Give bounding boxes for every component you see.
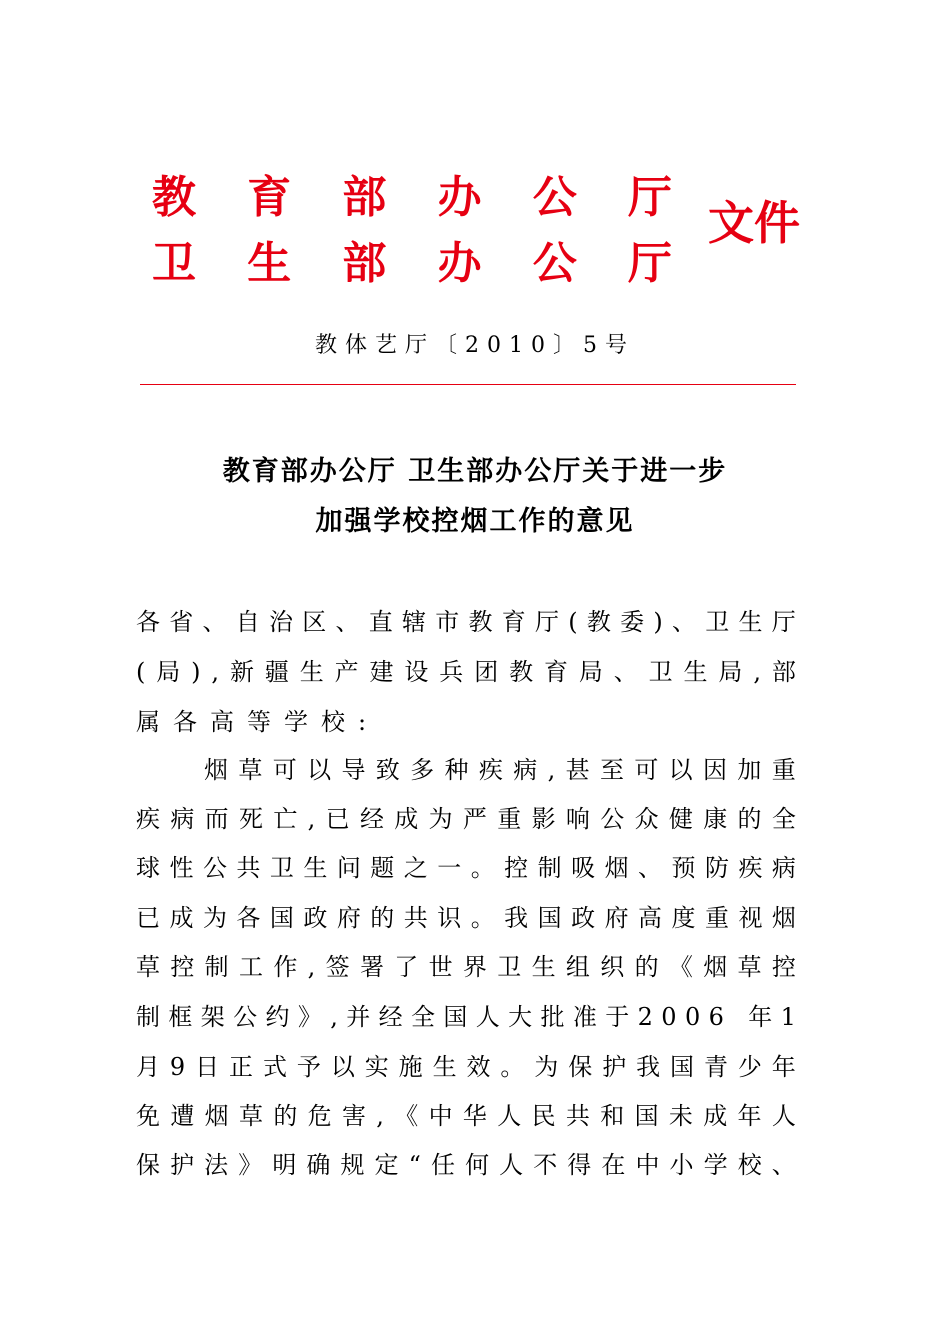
issuer-char: 部	[342, 238, 387, 289]
body-char: 年	[737, 1102, 762, 1130]
body-char: 日	[195, 1053, 220, 1081]
body-line	[136, 1102, 796, 1131]
body-char: 导	[341, 756, 366, 784]
body-char: 府	[336, 904, 361, 932]
body-char: 式	[262, 1053, 287, 1081]
body-char: 生	[299, 658, 324, 686]
body-char: 加	[737, 756, 762, 784]
body-char: 市	[435, 608, 460, 636]
body-char: 的	[273, 1102, 298, 1130]
body-char: 效	[466, 1053, 491, 1081]
body-char: 可	[634, 756, 659, 784]
body-char: 控	[771, 953, 796, 981]
body-char: (	[568, 608, 578, 636]
body-char: 育	[543, 658, 568, 686]
body-char: 世	[428, 953, 453, 981]
body-char: 严	[462, 805, 487, 833]
body-char: 多	[410, 756, 435, 784]
body-char: 0	[661, 1003, 677, 1031]
body-char: 以	[668, 756, 693, 784]
body-char: 正	[229, 1053, 254, 1081]
body-char: 教	[509, 658, 534, 686]
body-char: ,	[211, 658, 220, 686]
body-char: 、	[771, 1151, 796, 1179]
body-char: 辖	[402, 608, 426, 636]
body-char: 重	[704, 904, 729, 932]
body-line	[136, 608, 796, 637]
body-char: 共	[236, 854, 261, 882]
body-char: 球	[136, 854, 160, 882]
body-char: 经	[359, 805, 384, 833]
body-char: 各	[236, 904, 261, 932]
body-char: 华	[462, 1102, 487, 1130]
body-line	[136, 805, 796, 834]
body-char: 高	[638, 904, 663, 932]
body-char: 重	[497, 805, 522, 833]
red-divider-rule	[140, 384, 796, 385]
body-char: 了	[394, 953, 419, 981]
body-char: 任	[430, 1151, 455, 1179]
body-char: 定	[374, 1151, 399, 1179]
body-char: 护	[602, 1053, 627, 1081]
body-char: 吸	[571, 854, 596, 882]
body-char: 成	[394, 805, 419, 833]
body-char: 签	[325, 953, 350, 981]
body-char: 视	[738, 904, 763, 932]
body-char: 卫	[648, 658, 673, 686]
body-char: 年	[771, 1053, 796, 1081]
body-char: 于	[605, 1003, 630, 1031]
body-char: 为	[428, 805, 453, 833]
body-char: 题	[370, 854, 395, 882]
body-char: 工	[238, 953, 263, 981]
body-line	[136, 904, 796, 933]
body-char: 界	[462, 953, 487, 981]
body-char: 的	[634, 953, 659, 981]
body-char: 署	[359, 953, 384, 981]
body-char: 学	[284, 708, 308, 736]
body-char: ,	[753, 658, 761, 686]
body-char: 控	[170, 953, 195, 981]
body-char: ,	[330, 1003, 338, 1031]
issuer-char: 办	[437, 172, 482, 223]
body-char: 直	[368, 608, 393, 636]
body-char: 国	[634, 1102, 659, 1130]
issuer-char: 育	[247, 172, 292, 223]
issuer-suffix: 文件	[708, 196, 800, 250]
body-char: 保	[136, 1151, 160, 1179]
body-char: 2	[637, 1003, 653, 1031]
body-char: 部	[771, 658, 796, 686]
body-char: 规	[340, 1151, 365, 1179]
body-char: 年	[748, 1003, 773, 1031]
body-char: 成	[703, 1102, 728, 1130]
body-char: 府	[604, 904, 629, 932]
body-char: 全	[411, 1003, 436, 1031]
body-char: 疆	[264, 658, 289, 686]
body-char: 护	[170, 1151, 195, 1179]
body-char: 并	[346, 1003, 371, 1031]
body-char: 人	[499, 1151, 524, 1179]
body-char: 、	[335, 608, 360, 636]
body-char: 种	[444, 756, 469, 784]
body-char: 教	[586, 608, 611, 636]
body-line	[136, 854, 796, 883]
body-char: 度	[671, 904, 696, 932]
body-char: 众	[634, 805, 659, 833]
body-char: 卫	[497, 953, 522, 981]
body-char: 的	[370, 904, 395, 932]
body-char: 生	[303, 854, 328, 882]
body-char: 高	[210, 708, 234, 736]
body-char: 制	[537, 854, 562, 882]
body-char: “	[408, 1151, 421, 1179]
body-char: 至	[599, 756, 624, 784]
issuer-char: 生	[247, 238, 292, 289]
body-char: 草	[238, 756, 263, 784]
body-char: 全	[771, 805, 796, 833]
body-char: 政	[571, 904, 596, 932]
issuer-line-education	[152, 172, 672, 223]
body-char: 。	[500, 1053, 525, 1081]
issuer-char: 教	[152, 172, 196, 223]
body-char: 实	[364, 1053, 389, 1081]
body-char: 公	[233, 1003, 258, 1031]
body-char: 9	[169, 1053, 186, 1081]
body-char: 织	[600, 953, 625, 981]
body-char: 疾	[478, 756, 503, 784]
body-char: 明	[272, 1151, 297, 1179]
body-char: 兵	[439, 658, 464, 686]
body-char: 疾	[136, 805, 160, 833]
body-char: 人	[771, 1102, 796, 1130]
body-char: 制	[204, 953, 229, 981]
document-number: 教体艺厅〔2010〕5号	[315, 333, 635, 358]
body-char: 育	[501, 608, 526, 636]
body-char: 可	[272, 756, 297, 784]
body-char: 疾	[738, 854, 763, 882]
body-char: 为	[202, 904, 227, 932]
issuer-char: 公	[532, 172, 577, 223]
body-char: 害	[341, 1102, 366, 1130]
body-char: 为	[534, 1053, 559, 1081]
body-char: 共	[565, 1102, 590, 1130]
body-char: ,	[376, 1102, 384, 1130]
body-char: 0	[684, 1003, 701, 1031]
body-char: 保	[568, 1053, 593, 1081]
body-char: 烟	[204, 1102, 229, 1130]
body-char: 影	[531, 805, 556, 833]
body-char: 6	[708, 1003, 724, 1031]
issuer-char: 部	[342, 172, 387, 223]
body-char: 康	[703, 805, 728, 833]
body-char: 施	[398, 1053, 423, 1081]
body-char: 省	[169, 608, 194, 636]
body-char: 校	[737, 1151, 762, 1179]
body-char: 架	[200, 1003, 225, 1031]
body-char: 各	[173, 708, 197, 736]
body-char: 《	[668, 953, 693, 981]
body-char: 大	[508, 1003, 533, 1031]
body-char: 1	[780, 1003, 796, 1031]
body-char: 月	[136, 1053, 160, 1081]
body-line	[136, 953, 796, 982]
body-char: 设	[404, 658, 429, 686]
body-line	[204, 756, 796, 785]
body-char: 予	[296, 1053, 321, 1081]
body-char: 中	[635, 1151, 660, 1179]
body-char: 生	[531, 953, 556, 981]
body-char: 何	[465, 1151, 490, 1179]
body-char: 产	[334, 658, 359, 686]
body-char: 烟	[771, 904, 796, 932]
body-char: 批	[540, 1003, 565, 1031]
body-char: 我	[636, 1053, 661, 1081]
body-char: 民	[531, 1102, 556, 1130]
body-char: 和	[600, 1102, 625, 1130]
body-char: 、	[638, 854, 663, 882]
body-char: 生	[683, 658, 708, 686]
body-char: 性	[169, 854, 194, 882]
body-char: 预	[671, 854, 696, 882]
body-char: 病	[513, 756, 538, 784]
body-char: 经	[378, 1003, 403, 1031]
body-char: 团	[474, 658, 499, 686]
body-char: 新	[229, 658, 254, 686]
body-char: 烟	[204, 756, 228, 784]
body-char: 建	[369, 658, 394, 686]
body-char: 已	[325, 805, 350, 833]
body-char: ,	[307, 953, 316, 981]
body-char: 校	[321, 708, 345, 736]
body-char: 、	[672, 608, 696, 636]
body-char: 公	[600, 805, 625, 833]
body-char: 法	[204, 1151, 229, 1179]
body-char: 甚	[565, 756, 590, 784]
body-char: 一	[437, 854, 462, 882]
document-title-line-2: 加强学校控烟工作的意见	[315, 506, 635, 537]
issuer-char: 卫	[152, 238, 196, 289]
issuer-char: 办	[437, 238, 482, 289]
body-char: 响	[565, 805, 590, 833]
body-char: 健	[668, 805, 693, 833]
body-char: 属	[136, 708, 160, 736]
body-char: 不	[533, 1151, 558, 1179]
issuer-char: 公	[532, 238, 577, 289]
body-char: 局	[718, 658, 743, 686]
body-char: 青	[703, 1053, 728, 1081]
body-char: 亡	[273, 805, 298, 833]
body-char: (	[136, 658, 146, 686]
body-char: 局	[578, 658, 603, 686]
body-char: 小	[669, 1151, 694, 1179]
issuer-line-health	[152, 238, 672, 289]
body-char: 教	[468, 608, 493, 636]
body-char: 厅	[771, 608, 796, 636]
body-char: 危	[307, 1102, 332, 1130]
body-char	[732, 1003, 740, 1032]
body-char: 烟	[604, 854, 629, 882]
body-char: 学	[703, 1151, 728, 1179]
body-char: 的	[737, 805, 762, 833]
body-char: 免	[136, 1102, 160, 1130]
body-char: 、	[613, 658, 638, 686]
body-char: 问	[336, 854, 361, 882]
issuer-char: 厅	[627, 238, 672, 289]
body-char: 等	[247, 708, 271, 736]
body-char: 生	[432, 1053, 457, 1081]
body-char: 草	[238, 1102, 263, 1130]
body-char: 。	[470, 904, 495, 932]
body-char: 》	[297, 1003, 322, 1031]
body-char: 草	[136, 953, 160, 981]
body-char: 国	[537, 904, 562, 932]
body-char: 共	[403, 904, 428, 932]
body-char: 未	[668, 1102, 693, 1130]
body-char: 生	[738, 608, 763, 636]
body-char: 国	[670, 1053, 695, 1081]
body-char: 重	[771, 756, 796, 784]
body-char: 各	[136, 608, 160, 636]
body-char: 病	[170, 805, 195, 833]
body-char: 》	[238, 1151, 263, 1179]
body-char: 公	[202, 854, 227, 882]
body-char: 因	[703, 756, 728, 784]
body-char: 自	[235, 608, 260, 636]
body-char: 致	[375, 756, 400, 784]
body-char: 治	[269, 608, 293, 636]
body-char: 而	[204, 805, 229, 833]
body-char: 框	[168, 1003, 193, 1031]
body-char: 以	[330, 1053, 355, 1081]
body-line	[136, 1003, 796, 1032]
body-char: 控	[504, 854, 529, 882]
body-char: 烟	[703, 953, 728, 981]
body-char: 人	[497, 1102, 522, 1130]
body-char: :	[358, 708, 367, 736]
body-char: 中	[428, 1102, 453, 1130]
body-char: 厅	[535, 608, 559, 636]
body-char: 死	[238, 805, 263, 833]
body-line	[136, 708, 796, 737]
body-char: 识	[437, 904, 462, 932]
body-char: 防	[704, 854, 729, 882]
body-char: ,	[307, 805, 316, 833]
body-char: 作	[273, 953, 298, 981]
body-char: 得	[567, 1151, 592, 1179]
body-char: 委	[620, 608, 645, 636]
body-char: 区	[302, 608, 327, 636]
body-char: 病	[771, 854, 796, 882]
body-char: 我	[504, 904, 529, 932]
body-char: 组	[565, 953, 590, 981]
body-char: 少	[737, 1053, 762, 1081]
body-char: 准	[572, 1003, 597, 1031]
body-line	[136, 1151, 796, 1180]
body-char: 国	[443, 1003, 468, 1031]
body-char: 制	[136, 1003, 160, 1031]
document-title-line-1: 教育部办公厅 卫生部办公厅关于进一步	[222, 456, 728, 487]
body-char: 已	[136, 904, 160, 932]
body-char: 卫	[269, 854, 294, 882]
body-char: 草	[737, 953, 762, 981]
body-char: 人	[475, 1003, 500, 1031]
issuer-char: 厅	[627, 172, 672, 223]
body-char: 卫	[705, 608, 730, 636]
body-char: 之	[403, 854, 428, 882]
body-char: 《	[394, 1102, 419, 1130]
body-char: 约	[265, 1003, 290, 1031]
body-char: )	[191, 658, 201, 686]
body-char: 局	[156, 658, 181, 686]
body-line	[136, 658, 796, 687]
body-char: 以	[307, 756, 332, 784]
body-char: 在	[601, 1151, 626, 1179]
body-char: 政	[303, 904, 328, 932]
body-char: 遭	[170, 1102, 195, 1130]
body-char: 国	[269, 904, 294, 932]
body-char: 成	[169, 904, 194, 932]
body-char: )	[653, 608, 663, 636]
body-line	[136, 1053, 796, 1082]
body-char: ,	[547, 756, 556, 784]
body-char: 。	[470, 854, 495, 882]
body-char: 、	[202, 608, 227, 636]
body-char: 确	[306, 1151, 331, 1179]
